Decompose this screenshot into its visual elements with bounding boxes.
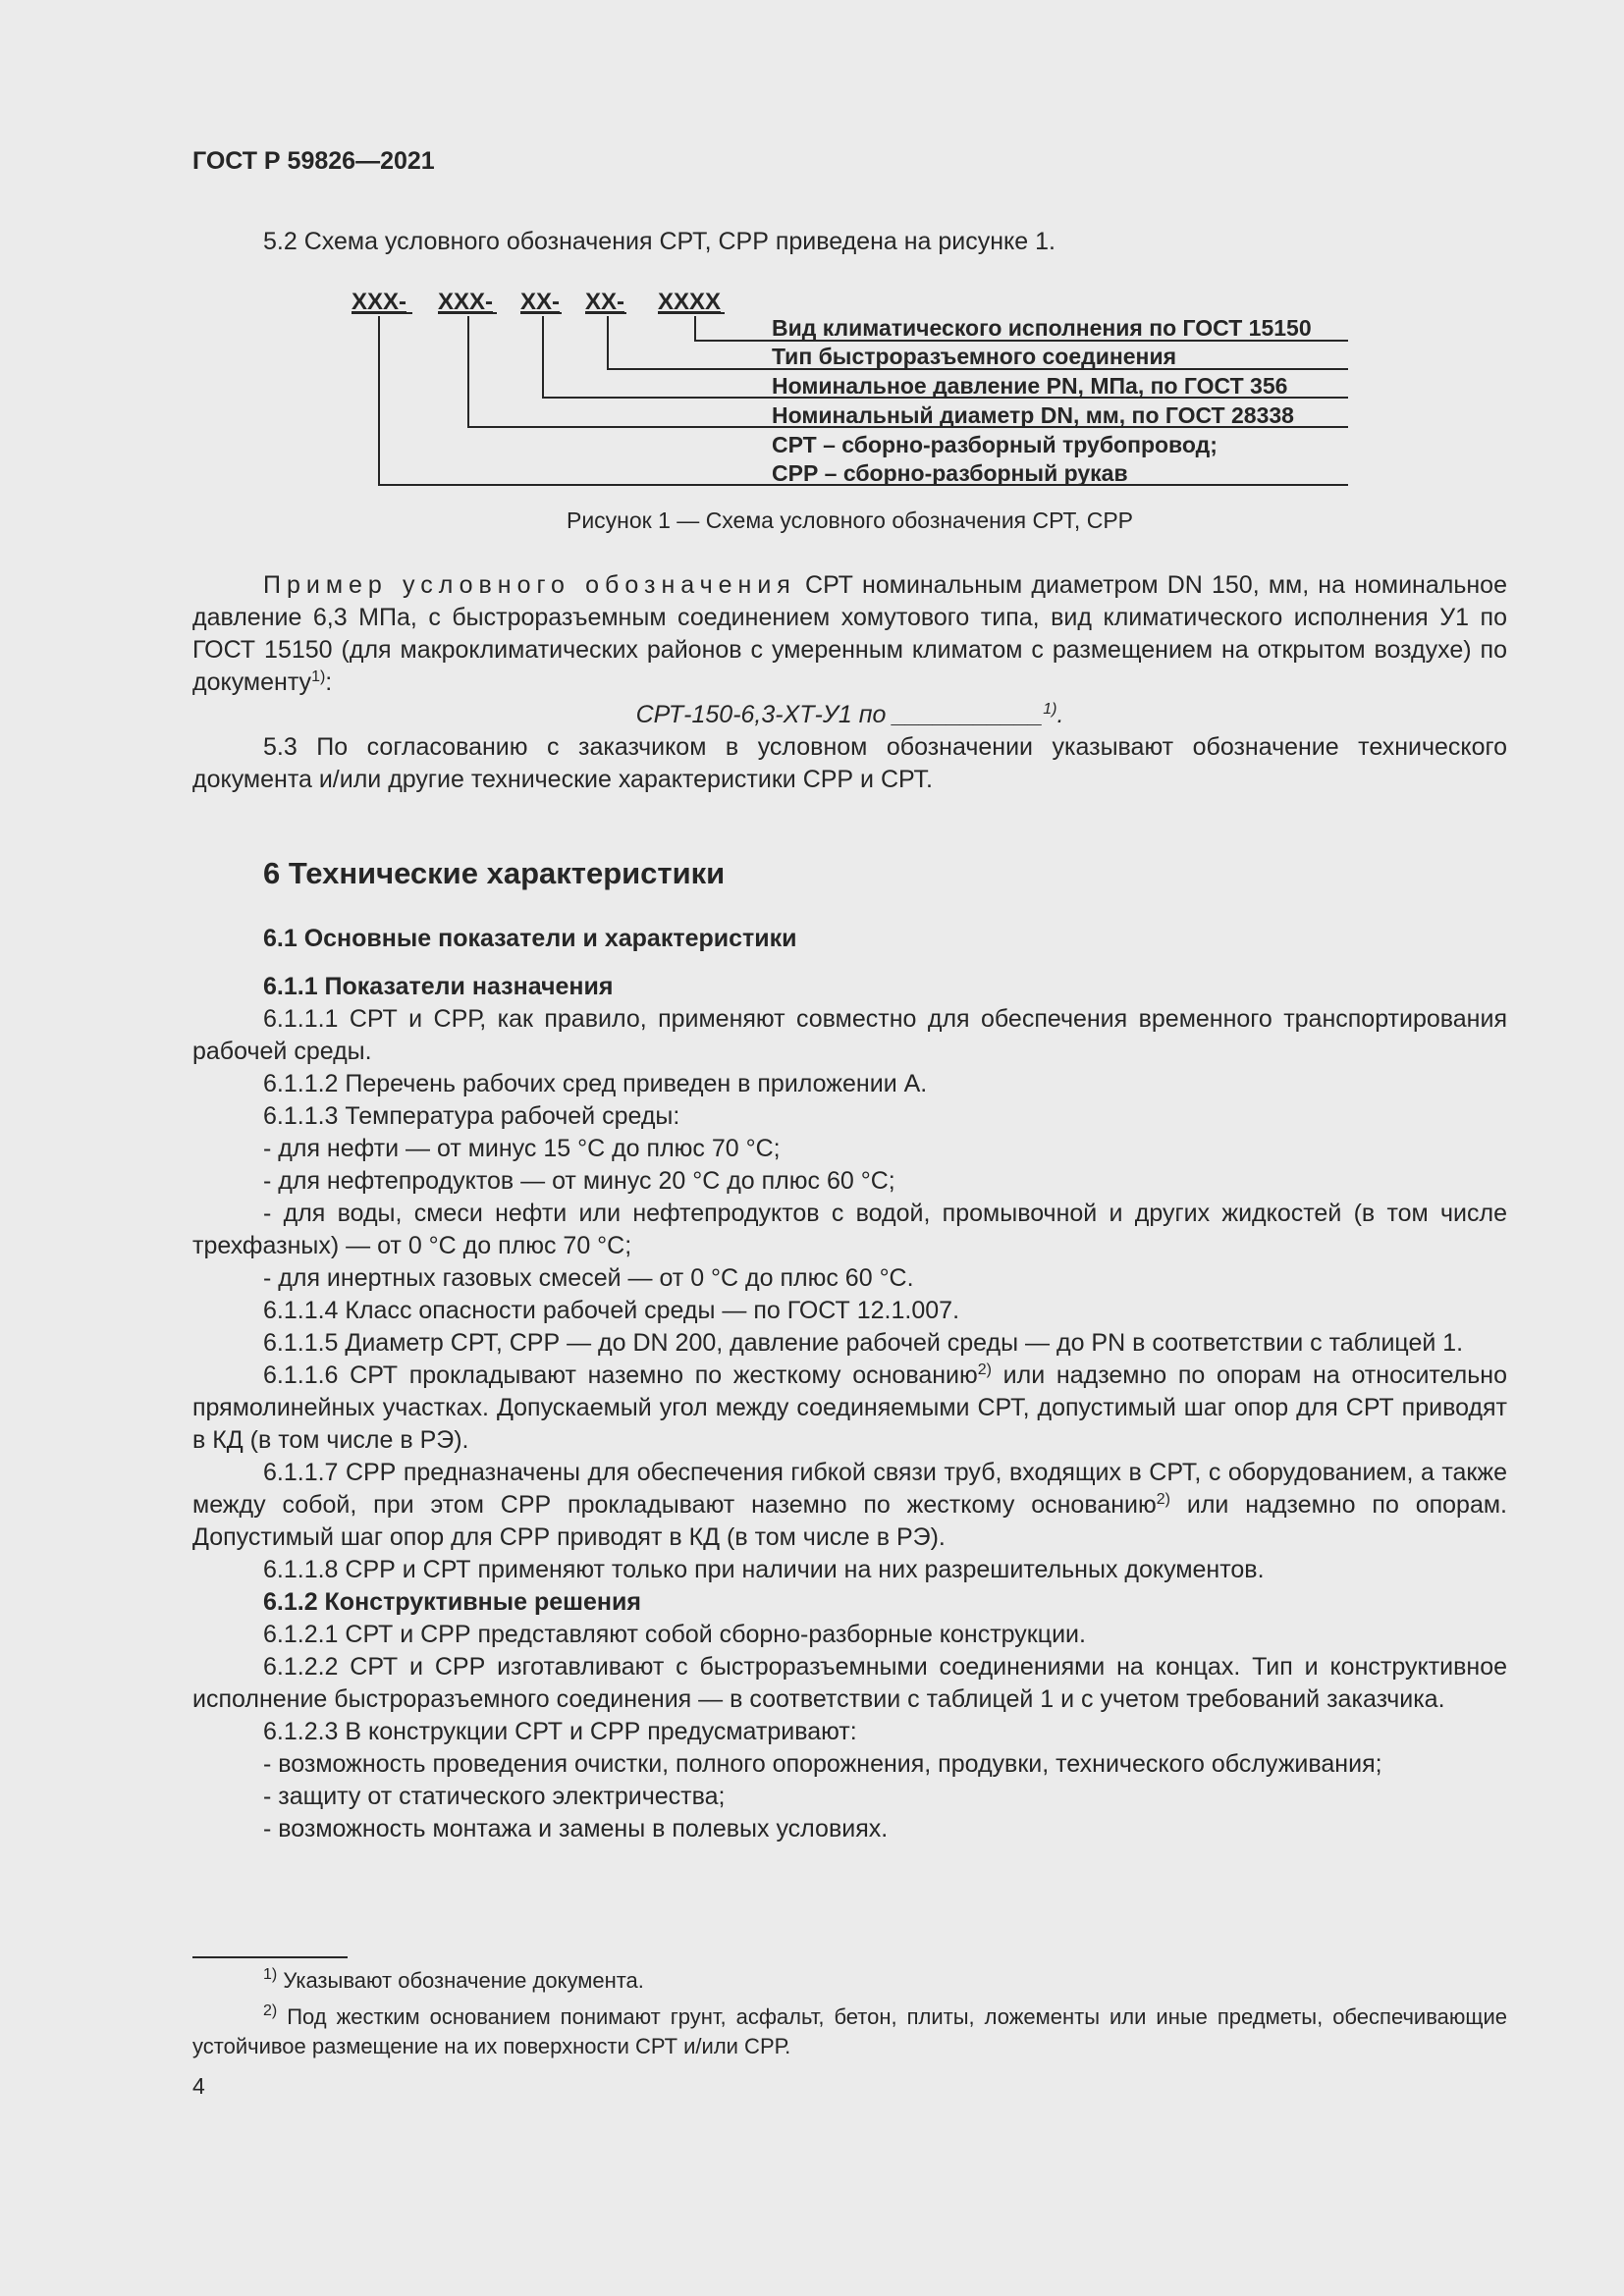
footnote-2-mark: 2): [263, 2002, 278, 2019]
footnote-2-text: Под жестким основанием понимают грунт, асфальт, бетон, плиты, ложементы или иные предметы, обеспечивающие устойчивое размещение на их поверхности СРТ и/или СРР.: [192, 2004, 1507, 2058]
formula-end: .: [1056, 701, 1064, 728]
designation-scheme-diagram: [334, 275, 1375, 491]
temp-item: - для нефти — от минус 15 °С до плюс 70 °С;: [263, 1135, 781, 1162]
section-5-2: [192, 226, 1507, 258]
paragraph-6-1-1-6: [192, 1360, 1507, 1457]
example-block: [192, 569, 1507, 796]
label-srr: СРР – сборно-разборный рукав: [772, 460, 1128, 486]
paragraph-6-1-1-2: 6.1.1.2 Перечень рабочих сред приведен в приложении А.: [263, 1070, 928, 1097]
label-nominal-diameter: Номинальный диаметр DN, мм, по ГОСТ 28338: [772, 402, 1294, 428]
paragraph-6-1-1-8: 6.1.1.8 СРР и СРТ применяют только при наличии на них разрешительных документов.: [263, 1556, 1265, 1583]
temp-item: - для воды, смеси нефти или нефтепродуктов с водой, промывочной и других жидкостей (в том числе трехфазных) — от 0 °С до плюс 70 °С;: [192, 1200, 1507, 1259]
temp-item: - для нефтепродуктов — от минус 20 °С до плюс 60 °С;: [263, 1167, 895, 1195]
paragraph-6-1-2-1: 6.1.2.1 СРТ и СРР представляют собой сборно-разборные конструкции.: [263, 1621, 1086, 1648]
code-group-4: ХХ-: [585, 289, 625, 315]
paragraph-5-2: 5.2 Схема условного обозначения СРТ, СРР приведена на рисунке 1.: [263, 228, 1056, 255]
label-srt: СРТ – сборно-разборный трубопровод;: [772, 432, 1218, 457]
formula-footnote-ref: 1): [1043, 701, 1057, 718]
footnote-1-mark: 1): [263, 1966, 278, 1983]
design-item: - защиту от статического электричества;: [263, 1783, 726, 1810]
subsection-6-1-title: 6.1 Основные показатели и характеристики: [263, 925, 797, 952]
p6116-text-b: или надземно по опорам на относительно прямолинейных участках. Допускаемый угол между соединяемыми СРТ, допустимый шаг опор для СРТ приводят в КД (в том числе в РЭ).: [192, 1362, 1508, 1454]
footnote-1: [192, 1966, 1507, 1996]
paragraph-6-1-1-3: 6.1.1.3 Температура рабочей среды:: [263, 1102, 680, 1130]
subsection-6-1-2-title: 6.1.2 Конструктивные решения: [263, 1588, 641, 1616]
example-formula: [192, 699, 1507, 731]
code-group-1: ХХХ-: [352, 289, 407, 315]
footnote-ref-2: 2): [1156, 1491, 1170, 1508]
example-paragraph: [192, 569, 1507, 699]
footnote-separator: [192, 1956, 348, 1958]
section-6-body: [192, 971, 1507, 1845]
label-climatic-version: Вид климатического исполнения по ГОСТ 15150: [772, 315, 1312, 341]
label-coupling-type: Тип быстроразъемного соединения: [772, 344, 1177, 369]
code-group-3: ХХ-: [520, 289, 561, 315]
example-tail: :: [325, 668, 333, 696]
design-item: - возможность проведения очистки, полного опорожнения, продувки, технического обслуживания;: [263, 1750, 1382, 1778]
figure-caption: Рисунок 1 — Схема условного обозначения СРТ, СРР: [566, 507, 1134, 533]
paragraph-6-1-1-5: 6.1.1.5 Диаметр СРТ, СРР — до DN 200, давление рабочей среды — до PN в соответствии с таблицей 1.: [263, 1329, 1464, 1357]
formula-text: СРТ-150-6,3-ХТ-У1 по ___________: [635, 701, 1044, 728]
paragraph-6-1-1-4: 6.1.1.4 Класс опасности рабочей среды — по ГОСТ 12.1.007.: [263, 1297, 960, 1324]
temp-item: - для инертных газовых смесей — от 0 °С до плюс 60 °С.: [263, 1264, 914, 1292]
code-group-2: ХХХ-: [438, 289, 494, 315]
section-6-title: 6 Технические характеристики: [263, 856, 726, 890]
footnote-2: [192, 2002, 1507, 2061]
paragraph-6-1-2-3: 6.1.2.3 В конструкции СРТ и СРР предусматривают:: [263, 1718, 857, 1745]
paragraph-6-1-2-2: 6.1.2.2 СРТ и СРР изготавливают с быстроразъемными соединениями на концах. Тип и конструктивное исполнение быстроразъемного соединения — в соответствии с таблицей 1 и с учетом требований заказчика.: [192, 1653, 1507, 1713]
footnote-ref-2: 2): [977, 1362, 992, 1378]
example-text: СРТ номинальным диаметром DN 150, мм, на номинальное давление 6,3 МПа, с быстроразъемным соединением хомутового типа, вид климатического исполнения У1 по ГОСТ 15150 (для макроклиматических районов с умеренным климатом с размещением на открытом воздухе) по документу: [192, 571, 1507, 696]
subsection-6-1-1-title: 6.1.1 Показатели назначения: [263, 973, 614, 1000]
label-nominal-pressure: Номинальное давление PN, МПа, по ГОСТ 356: [772, 373, 1288, 399]
page-number: 4: [192, 2073, 205, 2099]
paragraph-6-1-1-1: 6.1.1.1 СРТ и СРР, как правило, применяют совместно для обеспечения временного транспортирования рабочей среды.: [192, 1005, 1507, 1065]
example-lead: Пример условного обозначения: [263, 571, 796, 599]
paragraph-6-1-1-7: [192, 1457, 1507, 1554]
design-item: - возможность монтажа и замены в полевых условиях.: [263, 1815, 889, 1842]
document-code: ГОСТ Р 59826—2021: [192, 147, 435, 175]
p6117-text-b: или надземно по опорам. Допустимый шаг опор для СРР приводят в КД (в том числе в РЭ).: [192, 1491, 1507, 1551]
footnote-ref-1: 1): [311, 668, 326, 685]
paragraph-5-3: 5.3 По согласованию с заказчиком в условном обозначении указывают обозначение технического документа и/или другие технические характеристики СРР и СРТ.: [192, 733, 1507, 793]
code-group-5: ХХХХ: [658, 289, 722, 315]
footnote-1-text: Указывают обозначение документа.: [277, 1968, 644, 1993]
p6117-text-a: 6.1.1.7 СРР предназначены для обеспечения гибкой связи труб, входящих в СРТ, с оборудованием, а также между собой, при этом СРР прокладывают наземно по жесткому основанию: [192, 1459, 1507, 1519]
p6116-text-a: 6.1.1.6 СРТ прокладывают наземно по жесткому основанию: [263, 1362, 978, 1389]
